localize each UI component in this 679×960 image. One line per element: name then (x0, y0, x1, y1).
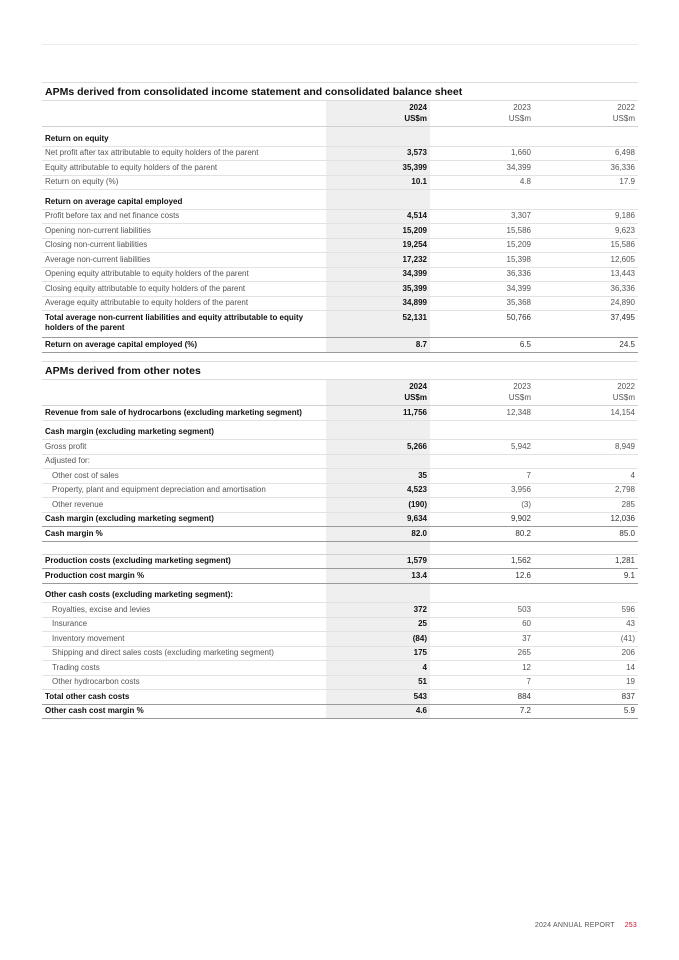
section-income-statement-apms (42, 82, 638, 353)
subheading-row (42, 127, 638, 147)
table-row: Other revenue (190) (3) 285 (42, 498, 638, 513)
subheading-row (42, 420, 638, 440)
table-row: Insurance 25 60 43 (42, 617, 638, 632)
year-2023-header: 2023 US$m (430, 380, 534, 406)
table-row: Profit before tax and net finance costs 4,514 3,307 9,186 (42, 209, 638, 224)
table-row: Royalties, excise and levies 372 503 596 (42, 603, 638, 618)
total-row: Production costs (excluding marketing segment) 1,579 1,562 1,281 (42, 554, 638, 569)
table-row: Adjusted for: (42, 454, 638, 469)
page-footer (535, 922, 637, 929)
total-row: Return on average capital employed (%) 8.7 6.5 24.5 (42, 338, 638, 353)
subheading-row (42, 190, 638, 210)
total-row: Total other cash costs 543 884 837 (42, 690, 638, 705)
table-header-row (42, 101, 638, 127)
subheading-return-on-equity: Return on equity (42, 127, 326, 147)
section-other-notes-apms (42, 361, 638, 719)
section-title: APMs derived from other notes (42, 361, 638, 380)
subheading-other-cash-costs: Other cash costs (excluding marketing segment): (42, 583, 326, 603)
table-row: Inventory movement (84) 37 (41) (42, 632, 638, 647)
table-header-row (42, 380, 638, 406)
page-number: 253 (624, 922, 637, 929)
year-2022-header: 2022 US$m (534, 380, 638, 406)
apm-table-1 (42, 101, 638, 353)
total-row: Total average non-current liabilities and equity attributable to equity holders of the parent 52,131 50,766 37,495 (42, 311, 638, 338)
subheading-cash-margin: Cash margin (excluding marketing segment) (42, 420, 326, 440)
table-row: Property, plant and equipment depreciation and amortisation 4,523 3,956 2,798 (42, 483, 638, 498)
year-2024-header: 2024 US$m (326, 380, 430, 406)
year-2023-header: 2023 US$m (430, 101, 534, 127)
table-row: Revenue from sale of hydrocarbons (excluding marketing segment) 11,756 12,348 14,154 (42, 406, 638, 421)
table-row: Net profit after tax attributable to equity holders of the parent 3,573 1,660 6,498 (42, 146, 638, 161)
table-row: Average non-current liabilities 17,232 15,398 12,605 (42, 253, 638, 268)
table-row: Average equity attributable to equity holders of the parent 34,899 35,368 24,890 (42, 296, 638, 311)
total-row: Cash margin % 82.0 80.2 85.0 (42, 527, 638, 542)
table-row: Closing non-current liabilities 19,254 15,209 15,586 (42, 238, 638, 253)
table-row: Opening non-current liabilities 15,209 15,586 9,623 (42, 224, 638, 239)
total-row: Production cost margin % 13.4 12.6 9.1 (42, 569, 638, 584)
table-row: Other cost of sales 35 7 4 (42, 469, 638, 484)
table-row: Equity attributable to equity holders of the parent 35,399 34,399 36,336 (42, 161, 638, 176)
table-row: Shipping and direct sales costs (excluding marketing segment) 175 265 206 (42, 646, 638, 661)
table-row: Trading costs 4 12 14 (42, 661, 638, 676)
subheading-roace: Return on average capital employed (42, 190, 326, 210)
total-row: Other cash cost margin % 4.6 7.2 5.9 (42, 704, 638, 719)
spacer-row (42, 541, 638, 554)
year-2022-header: 2022 US$m (534, 101, 638, 127)
table-row: Return on equity (%) 10.1 4.8 17.9 (42, 175, 638, 190)
section-title: APMs derived from consolidated income statement and consolidated balance sheet (42, 82, 638, 101)
table-row: Opening equity attributable to equity holders of the parent 34,399 36,336 13,443 (42, 267, 638, 282)
subheading-row (42, 583, 638, 603)
apm-table-2 (42, 380, 638, 719)
table-row: Other hydrocarbon costs 51 7 19 (42, 675, 638, 690)
report-name: 2024 ANNUAL REPORT (534, 922, 615, 929)
year-2024-header: 2024 US$m (326, 101, 430, 127)
table-row: Gross profit 5,266 5,942 8,949 (42, 440, 638, 455)
table-row: Closing equity attributable to equity holders of the parent 35,399 34,399 36,336 (42, 282, 638, 297)
total-row: Cash margin (excluding marketing segment) 9,634 9,902 12,036 (42, 512, 638, 527)
top-divider (42, 44, 638, 45)
